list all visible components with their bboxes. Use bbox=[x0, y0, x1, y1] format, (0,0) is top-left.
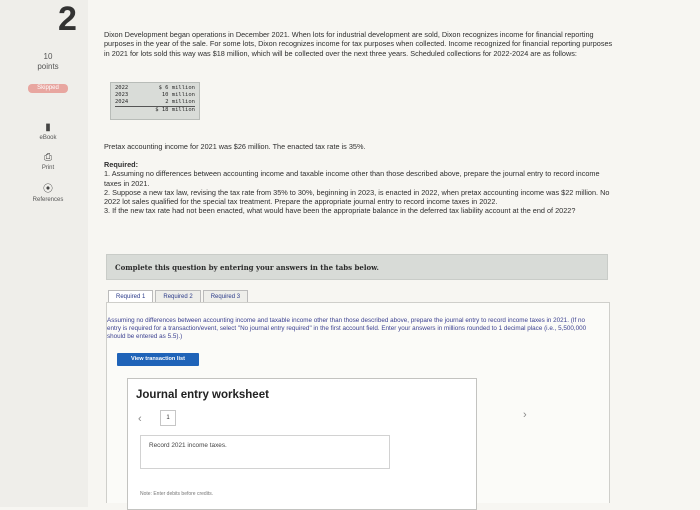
print-link[interactable] bbox=[30, 152, 66, 171]
requirement-1: 1. Assuming no differences between accounting income and taxable income other than those described above, prepare the journal entry to record income taxes in 2021. bbox=[104, 169, 600, 188]
references-icon: ⦿ bbox=[43, 184, 53, 195]
schedule-year: 2024 bbox=[115, 99, 129, 105]
printer-icon: ⎙ bbox=[44, 152, 52, 163]
references-label: References bbox=[32, 197, 64, 203]
instructions-bar: Complete this question by entering your answers in the tabs below. bbox=[106, 254, 608, 280]
required-title: Required: bbox=[104, 160, 139, 169]
points-display bbox=[30, 52, 66, 72]
worksheet-title: Journal entry worksheet bbox=[136, 389, 269, 401]
pretax-statement: Pretax accounting income for 2021 was $26 million. The enacted tax rate is 35%. bbox=[104, 142, 366, 151]
schedule-year: 2023 bbox=[115, 92, 129, 98]
record-description: Record 2021 income taxes. bbox=[140, 435, 390, 469]
tab-panel bbox=[106, 302, 610, 503]
required-section bbox=[104, 160, 614, 216]
schedule-row bbox=[115, 92, 195, 99]
schedule-amount: 10 million bbox=[161, 92, 195, 98]
schedule-row bbox=[115, 99, 195, 106]
schedule-amount: 2 million bbox=[165, 99, 195, 105]
collection-schedule bbox=[110, 82, 200, 120]
schedule-row bbox=[115, 85, 195, 92]
schedule-amount: $ 6 million bbox=[158, 85, 195, 91]
status-badge: Skipped bbox=[28, 84, 68, 93]
tab-instructions: Assuming no differences between accounting income and taxable income other than those described above, prepare the journal entry to record income taxes in 2021. (If no entry is required for a transaction/event, select "No journal entry required" in the first account field. Enter your answers in millions rounded to 1 decimal place (i.e., 5,500,000 should be entered as 5.5).) bbox=[107, 317, 587, 340]
schedule-total: $ 18 million bbox=[115, 106, 195, 114]
sidebar bbox=[0, 0, 88, 507]
worksheet-note: Note: Enter debits before credits. bbox=[140, 491, 214, 497]
print-label: Print bbox=[41, 165, 55, 171]
ebook-label: eBook bbox=[39, 135, 57, 141]
worksheet-page-number[interactable]: 1 bbox=[160, 410, 176, 426]
question-number: 2 bbox=[58, 0, 77, 38]
requirement-2: 2. Suppose a new tax law, revising the tax rate from 35% to 30%, beginning in 2023, is enacted in 2022, when pretax accounting income was $22 million. No 2022 lot sales qualified for the special tax treatment. Prepare the appropriate journal entry to record income taxes in 2022. bbox=[104, 187, 610, 207]
chevron-right-icon[interactable]: › bbox=[523, 409, 527, 421]
references-link[interactable] bbox=[30, 180, 66, 203]
main-content bbox=[88, 0, 700, 507]
view-transaction-list-button[interactable]: View transaction list bbox=[117, 353, 199, 366]
tab-required-3[interactable]: Required 3 bbox=[203, 290, 248, 303]
requirement-3: 3. If the new tax rate had not been enacted, what would have been the appropriate balance in the deferred tax liability account at the end of 2022? bbox=[104, 206, 576, 216]
tab-required-2[interactable]: Required 2 bbox=[155, 290, 200, 303]
problem-intro: Dixon Development began operations in December 2021. When lots for industrial development are sold, Dixon recognizes income for financial reporting purposes in the year of the sale. For some lots, Dixon recognizes income for tax purposes when collected. Income recognized for financial reporting purposes in 2021 for lots sold this way was $18 million, which will be collected over the next three years. Scheduled collections for 2022-2024 are as follows: bbox=[104, 30, 613, 58]
journal-entry-worksheet bbox=[127, 378, 477, 510]
chevron-left-icon[interactable]: ‹ bbox=[138, 413, 142, 425]
points-label: points bbox=[37, 62, 59, 71]
schedule-year: 2022 bbox=[115, 85, 129, 91]
tab-required-1[interactable]: Required 1 bbox=[108, 290, 153, 303]
points-value: 10 bbox=[43, 52, 53, 61]
ebook-link[interactable] bbox=[30, 122, 66, 141]
book-icon: ▮ bbox=[45, 122, 51, 133]
